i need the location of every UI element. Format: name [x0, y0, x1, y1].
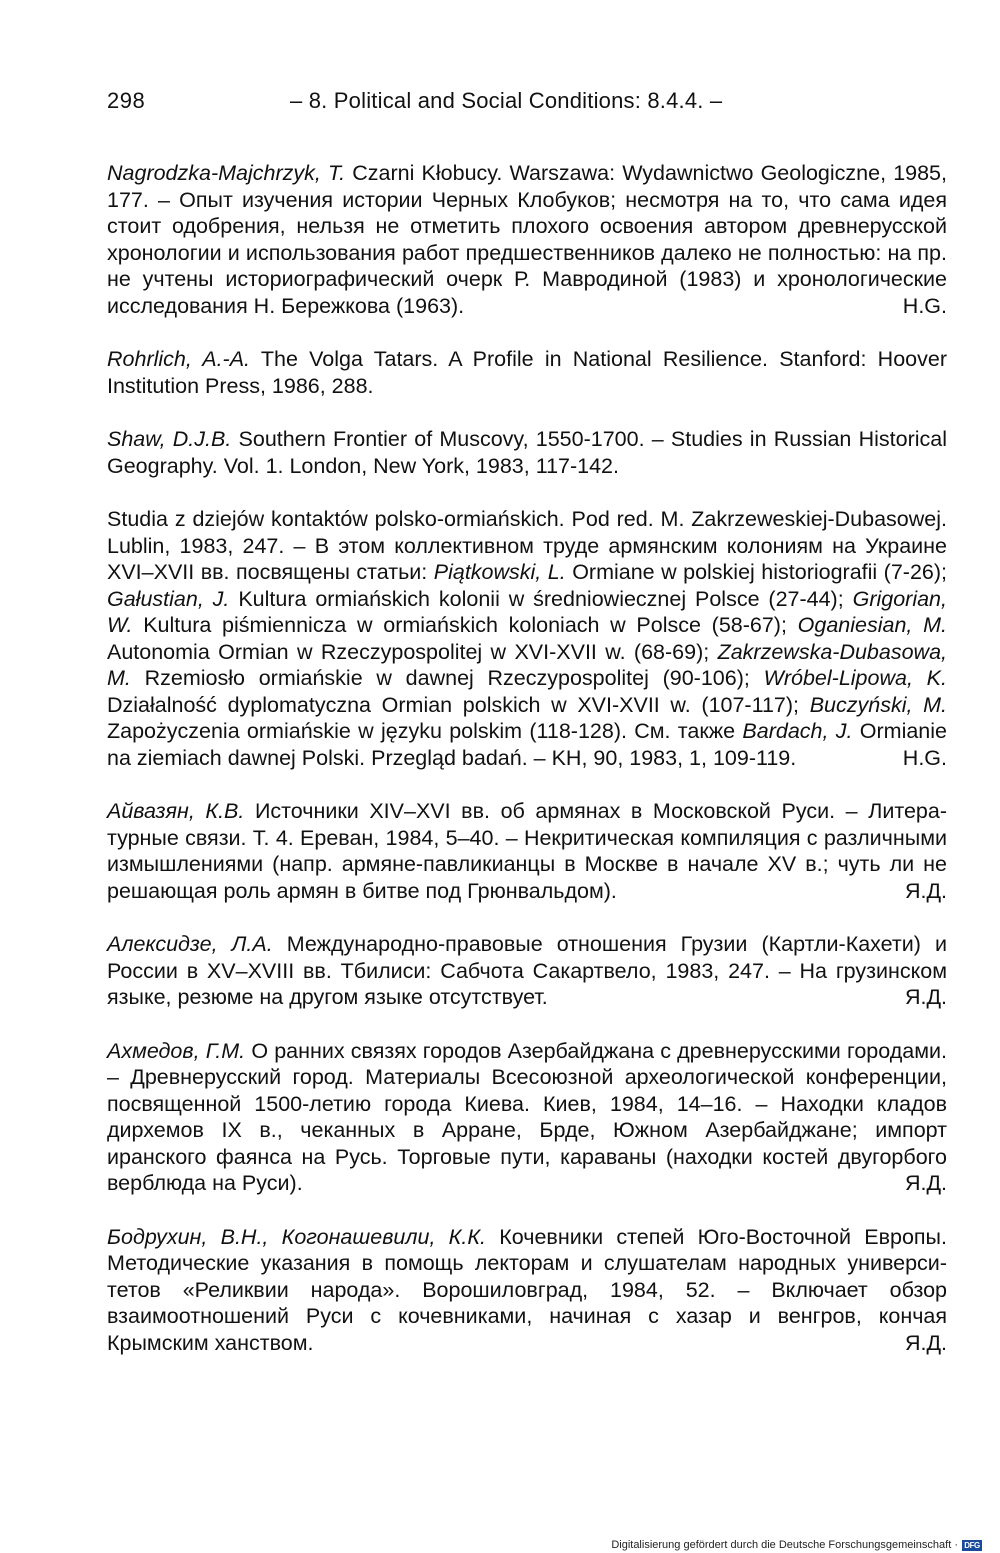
- entry-text: Rzemiosło ormiańskie w dawnej Rzeczypospolitej (90-106);: [144, 666, 750, 690]
- entry-text: Zapożyczenia ormiańskie w języku polskim (118-128). См. также: [107, 719, 736, 743]
- entry-author: Bardach, J.: [742, 719, 853, 743]
- entry-author: Алексидзе, Л.А.: [107, 932, 273, 956]
- entry-author: Бодрухин, В.Н., Когонашевили, К.К.: [107, 1224, 486, 1249]
- entry-text: Источники XIV–XVI вв. об армянах в Московской Руси. – Литературные связи. Т. 4. Ереван, 1984, 5–40. – Некритическая компиляция с различными измышлениями (напр. армяне-павликианцы в Москве в начале XV в.; чуть ли не решающая роль армян в битве под Грюнвальдом).: [107, 799, 947, 903]
- bibliography-entry: [107, 426, 947, 479]
- entry-author: Shaw, D.J.B.: [107, 427, 232, 451]
- entry-text: Кочевники степей Юго-Восточной Европы. Методические указания в помощь лекторам и слушателам народных университетов «Реликвии народа». Ворошиловград, 1984, 52. – Включает обзор взаимоотношений Руси с кочевниками, начиная с хазар и венгров, кончая Крымским ханством.: [107, 1224, 947, 1355]
- reviewer-signature: Я.Д.: [904, 1330, 947, 1355]
- bibliography-entry: [107, 931, 947, 1011]
- entry-text: Kultura ormiańskich kolonii w średniowiecznej Polsce (27-44);: [238, 586, 844, 611]
- reviewer-signature: Я.Д.: [904, 1171, 947, 1195]
- running-head: – 8. Political and Social Conditions: 8.4.4. –: [290, 88, 723, 113]
- dfg-logo: DFG: [962, 1540, 982, 1551]
- footer-text: Digitalisierung gefördert durch die Deutsche Forschungsgemeinschaft ·: [611, 1539, 958, 1551]
- entry-author: Ахмедов, Г.М.: [107, 1038, 246, 1063]
- entry-author: Oganiesian, M.: [797, 613, 947, 637]
- bibliography-entry: [107, 1224, 947, 1357]
- entry-text: Southern Frontier of Muscovy, 1550-1700. – Studies in Russian Historical Geography. Vol. 1. London, New York, 1983, 117-142.: [107, 427, 947, 478]
- bibliography-entry: [107, 1038, 947, 1197]
- entry-text: Działalność dyplomatyczna Ormian polskich w XVI-XVII w. (107-117);: [107, 692, 800, 717]
- entry-author: Айвазян, К.В.: [107, 799, 245, 823]
- reviewer-signature: Я.Д.: [904, 985, 947, 1009]
- entry-author: Buczyński, M.: [809, 692, 947, 717]
- reviewer-signature: H.G.: [902, 293, 947, 318]
- bibliography-entry: [107, 506, 947, 771]
- entry-text: The Volga Tatars. A Profile in National Resilience. Stanford: Hoover Institution Press, 1986, 288.: [107, 347, 947, 398]
- reviewer-signature: Я.Д.: [904, 878, 947, 903]
- entry-author: Wróbel-Lipowa, K.: [763, 666, 947, 690]
- entry-author: Piątkowski, L.: [433, 560, 566, 584]
- entry-author: Nagrodzka-Majchrzyk, T.: [107, 161, 346, 185]
- entry-author: Grigorian, W.: [107, 586, 947, 637]
- bibliography-entry: [107, 346, 947, 399]
- bibliography-entry: [107, 798, 947, 904]
- reviewer-signature: H.G.: [902, 745, 947, 770]
- entry-author: Rohrlich, A.-A.: [107, 347, 251, 371]
- bibliography-entry: [107, 160, 947, 319]
- entry-text: Ormianie na ziemiach dawnej Polski. Przegląd badań. – KH, 90, 1983, 1, 109-119.: [107, 719, 947, 770]
- entry-text: Studia z dziejów kontaktów polsko-ormiańskich. Pod red. M. Zakrzeweskiej-Dubasowej. Lublin, 1983, 247. – В этом коллективном труде армянским колониям на Украине XVI–XVII вв. посвящены статьи:: [107, 507, 947, 584]
- digitization-footer: [611, 1539, 982, 1551]
- entry-text: Kultura piśmiennicza w ormiańskich koloniach w Polsce (58-67);: [143, 613, 787, 637]
- entry-text: О ранних связях городов Азербайджана с древнерусскими городами. – Древнерусский город. Материалы Всесоюзной археологической конференции, посвященной 1500-летию города Киева. Киев, 1984, 14–16. – Находки кладов дирхемов IX в., чеканных в Арране, Брде, Южном Азербайджане; импорт иранского фаянса на Русь. Торговые пути, караваны (находки костей двугорбого верблюда на Руси).: [107, 1038, 947, 1195]
- page-number: 298: [107, 88, 146, 113]
- entry-text: Международно-правовые отношения Грузии (Картли-Кахети) и России в XV–XVIII вв. Тбилиси: Сабчота Сакартвело, 1983, 247. – На грузинском языке, резюме на другом языке отсутствует.: [107, 932, 948, 1009]
- entry-text: Autonomia Ormian w Rzeczypospolitej w XVI-XVII w. (68-69);: [107, 639, 710, 664]
- entry-author: Gałustian, J.: [107, 586, 230, 611]
- entry-text: Czarni Kłobucy. Warszawa: Wydawnictwo Geologiczne, 1985, 177. – Опыт изучения истории Черных Клобуков; несмотря на то, что сама идея стоит одобрения, нельзя не отметить плохого освоения автором древнерусской хронологии и использования работ предшественников далеко не полностью: на пр. не учтены историографический очерк Р. Мавродиной (1983) и хронологические исследования Н. Бережкова (1963).: [107, 161, 947, 318]
- bibliography-entries: [107, 160, 947, 1383]
- entry-text: Ormiane w polskiej historiografii (7-26);: [572, 560, 947, 584]
- entry-author: Zakrzewska-Dubasowa, M.: [107, 639, 948, 690]
